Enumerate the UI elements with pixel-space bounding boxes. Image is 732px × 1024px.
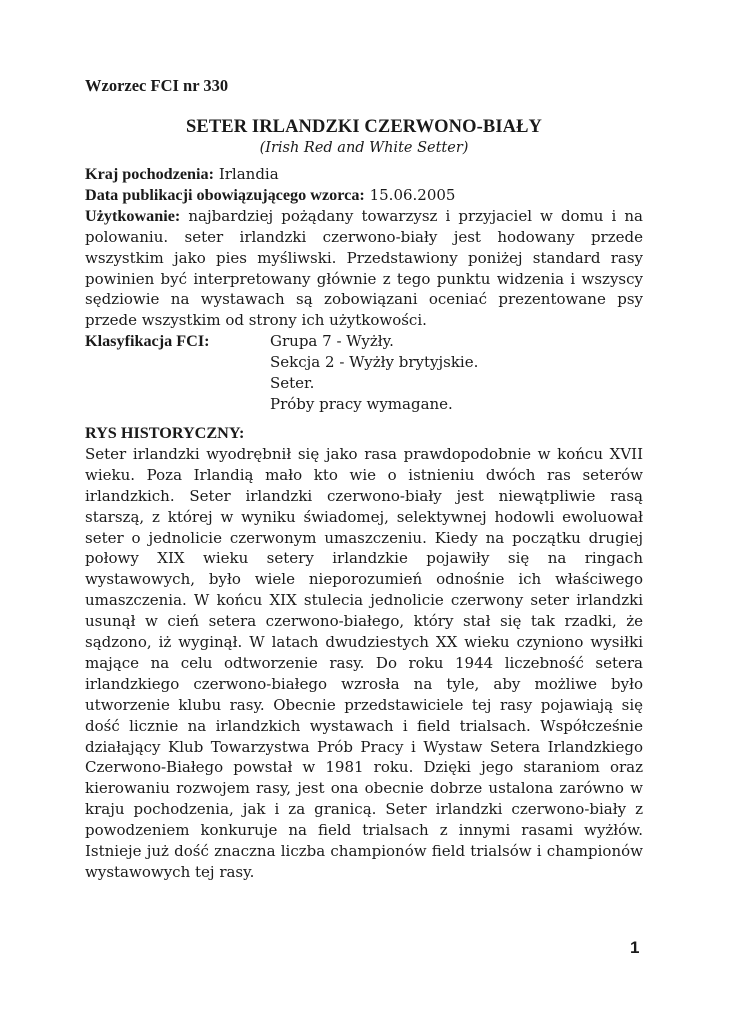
country-row [85,164,643,185]
classification-group: Grupa 7 - Wyżły. [270,332,394,351]
publication-date-label: Data publikacji obowiązującego wzorca: [85,185,365,204]
classification-block [85,331,643,415]
history-heading: RYS HISTORYCZNY: [85,423,245,442]
country-label: Kraj pochodzenia: [85,165,215,183]
usage-paragraph [85,206,643,331]
classification-section: Sekcja 2 - Wyżły brytyjskie. [270,353,479,372]
document-page [85,76,643,883]
classification-values [270,331,643,415]
page-subtitle: (Irish Red and White Setter) [259,140,469,156]
classification-trials: Próby pracy wymagane. [270,394,453,413]
publication-date-row [85,185,643,206]
publication-date-value: 15.06.2005 [369,185,456,204]
classification-label: Klasyfikacja FCI: [85,332,210,351]
document-number: Wzorzec FCI nr 330 [85,76,229,95]
country-value: Irlandia [218,165,279,183]
classification-type: Seter. [270,374,315,393]
usage-text: najbardziej pożądany towarzysz i przyjaciel w domu i na polowaniu. seter irlandzki czerwono-biały jest hodowany przede wszystkim jako pies myśliwski. Przedstawiony poniżej standard rasy powinien być interpretowany głównie z tego punktu widzenia i wszyscy sędziowie na wystawach są zobowiązani oceniać prezentowane psy przede wszystkim od strony ich użytkowości. [85,206,643,330]
history-paragraph: Seter irlandzki wyodrębnił się jako rasa prawdopodobnie w końcu XVII wieku. Poza Irlandią mało kto wie o istnieniu dwóch ras seterów irlandzkich. Seter irlandzki czerwono-biały jest niewątpliwie rasą starszą, z której w wyniku świadomej, selektywnej hodowli ewoluował seter o jednolicie czerwonym umaszczeniu. Kiedy na początku drugiej połowy XIX wieku setery irlandzkie pojawiły się na ringach wystawowych, było wiele nieporozumień odnośnie ich właściwego umaszczenia. W końcu XIX stulecia jednolicie czerwony seter irlandzki usunął w cień setera czerwono-białego, który stał się tak rzadki, że sądzono, iż wyginął. W latach dwudziestych XX wieku czyniono wysiłki mające na celu odtworzenie rasy. Do roku 1944 liczebność setera irlandzkiego czerwono-białego wzrosła na tyle, aby możliwe było utworzenie klubu rasy. Obecnie przedstawiciele tej rasy pojawiają się dość licznie na irlandzkich wystawach i field trialsach. Współcześnie działający Klub Towarzystwa Prób Pracy i Wystaw Setera Irlandzkiego Czerwono-Białego powstał w 1981 roku. Dzięki jego staraniom oraz kierowaniu rozwojem rasy, jest ona obecnie dobrze ustalona zarówno w kraju pochodzenia, jak i za granicą. Seter irlandzki czerwono-biały z powodzeniem konkuruje na field trialsach z innymi rasami wyżłów. Istnieje już dość znaczna liczba championów field trialsów i championów wystawowych tej rasy. [85,444,643,881]
usage-label: Użytkowanie: [85,206,181,225]
page-number: 1 [630,938,640,957]
page-title: SETER IRLANDZKI CZERWONO-BIAŁY [186,117,542,137]
